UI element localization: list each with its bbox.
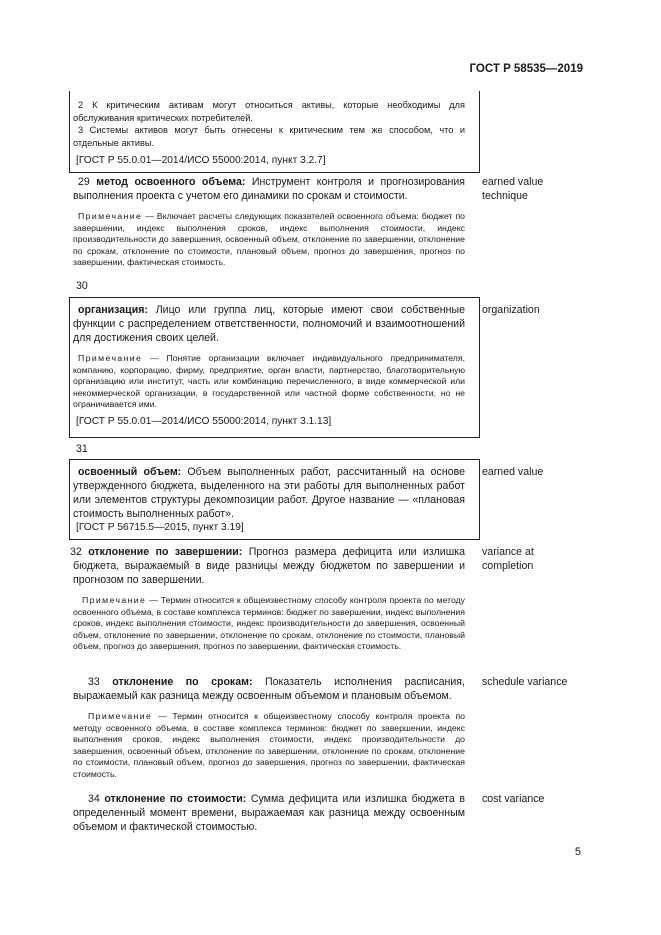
note-3: 3 Системы активов могут быть отнесены к критическим тем же способом, что и отдельные активы.: [73, 125, 465, 148]
term-29: [73, 175, 465, 269]
term-34-title: отклонение по стоимости:: [104, 793, 247, 805]
term-31-number: 31: [76, 443, 88, 455]
term-32-english: variance at completion: [482, 546, 534, 572]
term-33: [73, 675, 465, 781]
term-33-definition: 33 отклонение по срокам: Показатель исполнения расписания, выражаемый как разница между освоенным объемом и плановым объемом.: [73, 676, 465, 702]
term-33-english: schedule variance: [482, 676, 568, 688]
term-32: [70, 545, 465, 653]
term-29-note: Примечание — Включает расчеты следующих показателей освоенного объема: бюджет по завершении, индекс выполнения сроков, индекс выполнения стоимости, индекс производительности до завершения, освоенный объем, отклонение по завершении, отклонение по срокам, отклонение по стоимости, плановый объем, прогноз до завершения, прогноз по завершении, фактическая стоимость.: [73, 211, 465, 268]
document-header: ГОСТ Р 58535—2019: [469, 63, 583, 75]
term-29-definition: 29 метод освоенного объема: Инструмент контроля и прогнозирования выполнения проекта с учетом его динамики по срокам и стоимости.: [73, 176, 465, 202]
term-34: [73, 792, 465, 834]
term-30-title: организация:: [78, 304, 148, 316]
term-32-title: отклонение по завершении:: [88, 546, 243, 558]
term-30-source: [ГОСТ Р 55.0.01—2014/ИСО 55000:2014, пункт 3.1.13]: [76, 415, 332, 427]
term-31-source: [ГОСТ Р 56715.5—2015, пункт 3.19]: [76, 522, 244, 533]
continuation-block: [73, 99, 465, 168]
term-33-title: отклонение по срокам:: [112, 676, 253, 688]
term-29-title: метод освоенного объема:: [96, 176, 246, 188]
term-31-english: earned value: [482, 466, 544, 478]
source-citation: [ГОСТ Р 55.0.01—2014/ИСО 55000:2014, пункт 3.2.7]: [76, 155, 326, 167]
term-30-definition: организация: Лицо или группа лиц, которые имеют свои собственные функции с распределением ответственности, полномочий и взаимоотношений для достижения своих целей.: [73, 304, 465, 344]
term-31: [73, 465, 465, 535]
term-30-note: Примечание — Понятие организации включает индивидуального предпринимателя, компанию, корпорацию, фирму, предприятие, орган власти, партнерство, благотворительную организацию или институт, часть или комбинацию перечисленного, в виде коммерческой или некоммерческой организации, в государственной или частной форме собственности, но не ограничивается ими.: [73, 353, 465, 410]
term-34-definition: 34 отклонение по стоимости: Сумма дефицита или излишка бюджета в определенный момент времени, выражаемая как разница между освоенным объемом и фактической стоимостью.: [73, 793, 465, 833]
term-32-definition: 32 отклонение по завершении: Прогноз размера дефицита или излишка бюджета, выражаемый в виде разницы между бюджетом по завершении и прогнозом по завершении.: [70, 546, 465, 586]
term-29-english: earned value technique: [482, 176, 544, 202]
term-33-note: Примечание — Термин относится к общеизвестному способу контроля проекта по методу освоенного объема, в составе комплекса терминов: бюджет по завершении, индекс выполнения сроков, индекс выполнения стоимости, индекс производительности до завершения, освоенный объем, отклонение по завершении, отклонение по срокам, отклонение по стоимости, плановый объем, прогноз до завершения, прогноз по завершении, фактическая стоимость.: [73, 711, 465, 779]
term-31-title: освоенный объем:: [78, 466, 182, 478]
term-32-note: Примечание — Термин относится к общеизвестному способу контроля проекта по методу освоенного объема, в составе комплекса терминов: бюджет по завершении, индекс выполнения сроков, индекс выполнения стоимости, индекс производительности до завершения, освоенный объем, отклонение по завершении, отклонение по срокам, отклонение по стоимости, плановый объем, прогноз до завершения, прогноз по завершении, фактическая стоимость.: [73, 595, 465, 652]
term-30: [73, 303, 465, 429]
page-number: 5: [574, 846, 581, 858]
term-30-number: 30: [76, 280, 88, 292]
term-34-english: cost variance: [482, 793, 545, 805]
note-2: 2 К критическим активам могут относиться активы, которые необходимы для обслуживания критических потребителей.: [73, 100, 465, 123]
term-31-definition: освоенный объем: Объем выполненных работ, рассчитанный на основе утвержденного бюджета, выделенного на эти работы для выполненных работ или элементов структуры декомпозиции работ. Другое название — «плановая стоимость выполненных работ».: [73, 466, 465, 520]
term-30-english: organization: [482, 304, 540, 316]
